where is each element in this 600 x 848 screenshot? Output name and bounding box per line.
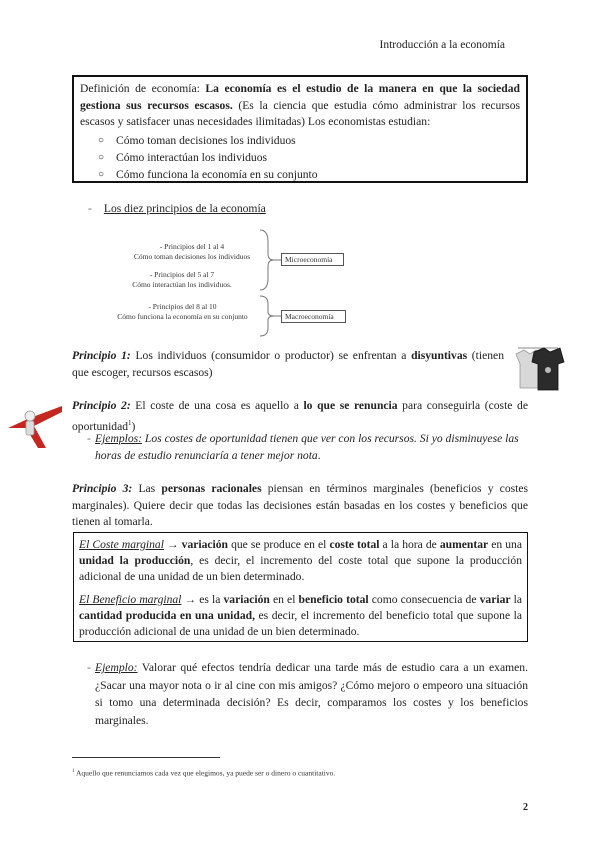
running-header: Introducción a la economía xyxy=(379,39,505,51)
definition-rest: (Es la ciencia que estudia cómo administrar los recursos escasos y satisfacer unas necesidades ilimitadas) Los economistas estudian: xyxy=(80,98,520,128)
circle-bullet-icon: ○ xyxy=(98,151,105,163)
diagram-group-1: - Principios del 1 al 4 Cómo toman decisiones los individuos xyxy=(133,242,251,261)
list-item: ○ Cómo funciona la economía en su conjunto xyxy=(98,167,318,181)
circle-bullet-icon: ○ xyxy=(98,168,105,180)
diagram-group-3: - Principios del 8 al 10 Cómo funciona la economía en su conjunto xyxy=(117,302,248,321)
definition-bold: La economía es el estudio de la manera en que la sociedad gestiona sus recursos escasos. xyxy=(80,82,520,112)
section-title: - Los diez principios de la economía xyxy=(88,202,266,215)
definition-list xyxy=(98,132,520,183)
marginal-definitions-box xyxy=(73,532,528,642)
macro-label-box: Macroeconomía xyxy=(281,310,346,323)
ejemplo-costes: - Ejemplos: Los costes de oportunidad tienen que ver con los recursos. Si yo disminuyese las horas de estudio renunciaría a tener mejor nota. xyxy=(87,432,519,462)
list-item: ○ Cómo toman decisiones los individuos xyxy=(98,133,296,147)
figure-choosing-path-icon xyxy=(6,398,64,450)
diagram-group-2: - Principios del 5 al 7 Cómo interactúan los individuos. xyxy=(132,270,232,289)
ejemplo-marginal: - Ejemplo: Valorar qué efectos tendría dedicar una tarde más de estudio cara a un examen. ¿Sacar una mayor nota o ir al cine con mis amigos? ¿Cómo mejoro o empeoro una situación si tomo una determinada decisión? Es decir, comparamos los costes y los beneficios marginales. xyxy=(87,661,528,727)
beneficio-marginal-definition: El Beneficio marginal → es la variación en el beneficio total como consecuencia de variar la cantidad producida en una unidad, es decir, el incremento del beneficio total que supone la producción adicional de una unidad de un bien determinado. xyxy=(79,593,522,638)
coste-marginal-definition: El Coste marginal → variación que se produce en el coste total a la hora de aumentar en una unidad la producción, es decir, el incremento del coste total que supone la producción adicional de una unidad de un bien determinado. xyxy=(79,538,522,583)
micro-label-box: Microeconomía xyxy=(281,253,344,266)
principio-2: Principio 2: El coste de una cosa es aquello a lo que se renuncia para conseguirla (coste de oportunidad$^1$) xyxy=(72,399,528,433)
page-number: 2 xyxy=(523,802,528,813)
right-arrow-icon: → xyxy=(181,593,200,606)
footnote: $^1$ Aquello que renunciamos cada vez que elegimos, ya puede ser o dinero o cuantitativo. xyxy=(72,768,336,778)
list-item: ○ Cómo interactúan los individuos xyxy=(98,150,268,164)
clothes-choice-icon xyxy=(508,340,566,396)
footnote-ref: 1 xyxy=(128,418,132,427)
principio-3: Principio 3: Las personas racionales piensan en términos marginales (beneficios y costes marginales). Quiere decir que todas las decisiones están basadas en los costes y beneficios que tienen al tomarla. xyxy=(72,482,529,528)
definition-box xyxy=(72,75,528,183)
right-arrow-icon: → xyxy=(163,538,182,551)
circle-bullet-icon: ○ xyxy=(98,134,105,146)
definition-label: Definición de economía: xyxy=(80,82,206,95)
footnote-separator xyxy=(72,757,220,758)
principio-1: Principio 1: Los individuos (consumidor o productor) se enfrentan a disyuntivas (tienen que escoger, recursos escasos) xyxy=(72,349,504,379)
definition-text xyxy=(80,81,520,131)
